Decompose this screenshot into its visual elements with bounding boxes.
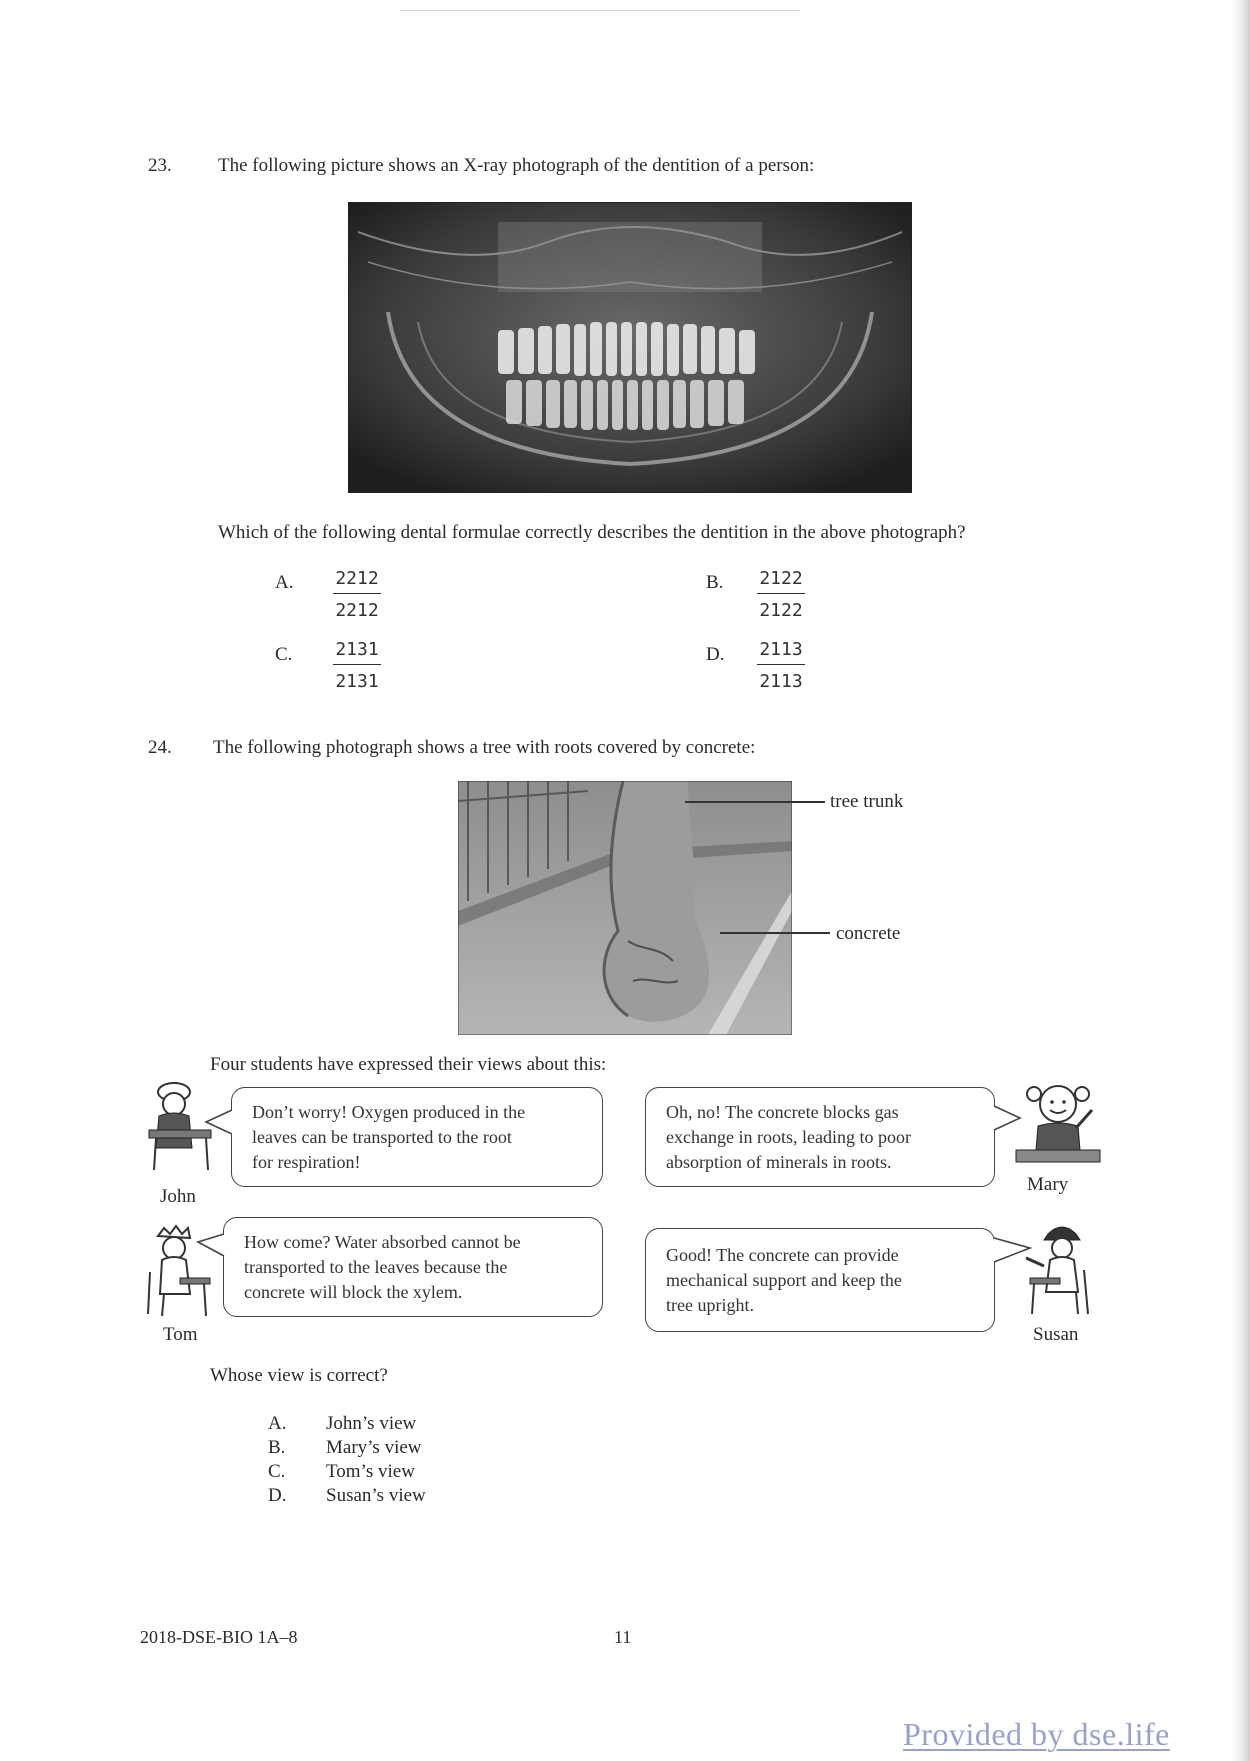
susan-line-1: Good! The concrete can provide <box>666 1245 899 1265</box>
label-tree-trunk: tree trunk <box>830 791 904 812</box>
formula-denominator: 2131 <box>335 671 379 692</box>
concrete-pointer-line <box>720 932 830 934</box>
mary-speech-bubble <box>645 1087 995 1187</box>
q24-number: 24. <box>148 737 172 758</box>
tom-line-3: concrete will block the xylem. <box>244 1282 463 1302</box>
q24-stem: The following photograph shows a tree with roots covered by concrete: <box>213 737 756 758</box>
paper-code: 2018-DSE-BIO 1A–8 <box>140 1627 298 1647</box>
xray-dentition-photo <box>348 202 912 493</box>
formula-denominator: 2113 <box>759 671 803 692</box>
john-name: John <box>160 1186 196 1207</box>
tom-line-2: transported to the leaves because the <box>244 1257 508 1277</box>
mary-line-3: absorption of minerals in roots. <box>666 1152 892 1172</box>
mary-name: Mary <box>1027 1174 1069 1195</box>
page-number: 11 <box>614 1627 632 1647</box>
scan-top-line <box>400 10 800 11</box>
john-line-3: for respiration! <box>252 1152 361 1172</box>
q24-intro: Four students have expressed their views about this: <box>210 1054 607 1075</box>
john-speech-bubble <box>231 1087 603 1187</box>
john-line-2: leaves can be transported to the root <box>252 1127 512 1147</box>
scan-page-edge <box>1232 0 1250 1761</box>
tree-concrete-photo <box>458 781 792 1035</box>
q23-option-c-letter[interactable]: C. <box>275 644 293 665</box>
formula-numerator: 2131 <box>333 639 381 665</box>
q23-option-b-formula[interactable] <box>757 568 805 621</box>
q23-option-d-formula[interactable] <box>757 639 805 692</box>
tree-trunk-pointer-line <box>685 801 825 803</box>
susan-line-3: tree upright. <box>666 1295 754 1315</box>
q23-option-a-formula[interactable] <box>333 568 381 621</box>
q23-option-c-formula[interactable] <box>333 639 381 692</box>
formula-denominator: 2212 <box>335 600 379 621</box>
label-concrete: concrete <box>836 923 901 944</box>
susan-name: Susan <box>1033 1324 1079 1345</box>
q24-option-c-letter[interactable]: C. <box>268 1461 286 1482</box>
q23-question: Which of the following dental formulae correctly describes the dentition in the above photograph? <box>218 522 966 543</box>
tom-name: Tom <box>163 1324 198 1345</box>
susan-figure <box>1022 1220 1102 1320</box>
formula-numerator: 2122 <box>757 568 805 594</box>
john-line-1: Don’t worry! Oxygen produced in the <box>252 1102 526 1122</box>
q24-question: Whose view is correct? <box>210 1365 388 1386</box>
formula-denominator: 2122 <box>759 600 803 621</box>
formula-numerator: 2113 <box>757 639 805 665</box>
tom-line-1: How come? Water absorbed cannot be <box>244 1232 521 1252</box>
susan-line-2: mechanical support and keep the <box>666 1270 902 1290</box>
mary-line-1: Oh, no! The concrete blocks gas <box>666 1102 899 1122</box>
tom-bubble-tail <box>196 1232 226 1262</box>
q23-stem: The following picture shows an X-ray photograph of the dentition of a person: <box>218 155 815 176</box>
q23-number: 23. <box>148 155 172 176</box>
q23-option-a-letter[interactable]: A. <box>275 572 294 593</box>
q24-option-a-letter[interactable]: A. <box>268 1413 287 1434</box>
q24-option-b-text[interactable]: Mary’s view <box>326 1437 422 1458</box>
formula-numerator: 2212 <box>333 568 381 594</box>
mary-figure <box>1010 1078 1106 1178</box>
q24-option-c-text[interactable]: Tom’s view <box>326 1461 415 1482</box>
q23-option-b-letter[interactable]: B. <box>706 572 724 593</box>
q23-option-d-letter[interactable]: D. <box>706 644 725 665</box>
q24-option-a-text[interactable]: John’s view <box>326 1413 417 1434</box>
provided-by-link[interactable]: Provided by dse.life <box>903 1716 1170 1752</box>
q24-option-d-letter[interactable]: D. <box>268 1485 287 1506</box>
q24-option-b-letter[interactable]: B. <box>268 1437 286 1458</box>
tom-speech-bubble <box>223 1217 603 1317</box>
susan-speech-bubble <box>645 1228 995 1332</box>
john-bubble-tail <box>204 1108 234 1138</box>
q24-option-d-text[interactable]: Susan’s view <box>326 1485 426 1506</box>
mary-line-2: exchange in roots, leading to poor <box>666 1127 911 1147</box>
